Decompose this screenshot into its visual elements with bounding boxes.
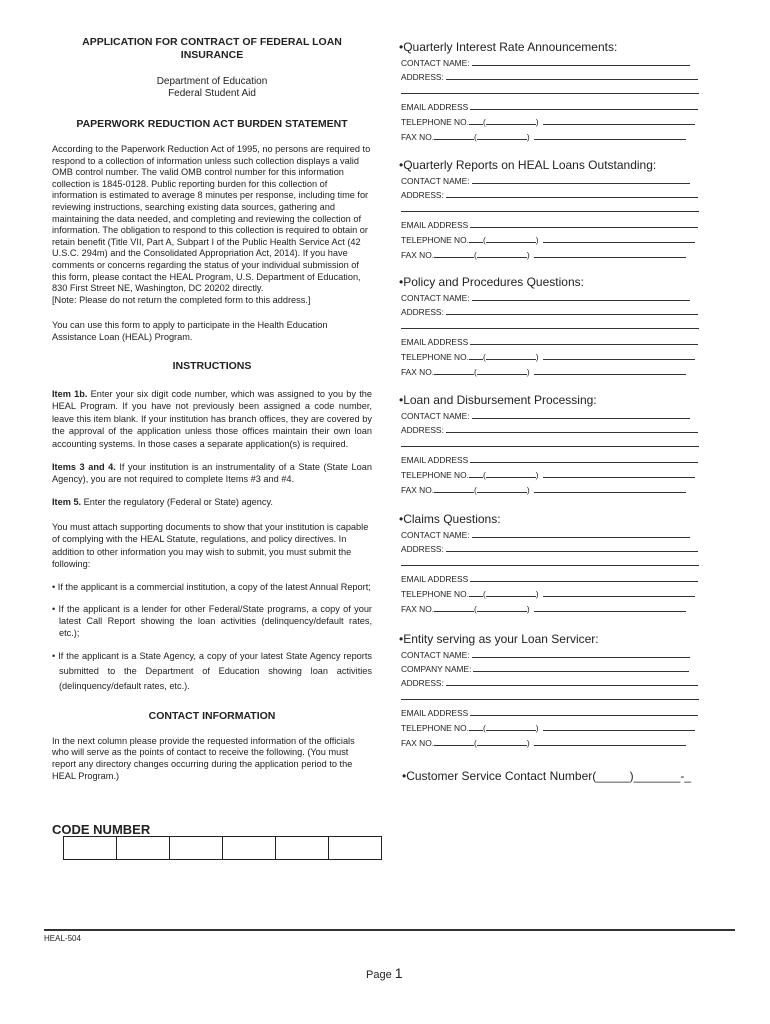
company-name-field-label: COMPANY NAME:	[401, 664, 472, 674]
telephone-field[interactable]	[401, 351, 695, 362]
email-field-line[interactable]	[470, 336, 698, 345]
fax-prefix-line[interactable]	[434, 131, 474, 140]
address-field-line[interactable]	[446, 306, 698, 315]
address-line-2[interactable]	[401, 211, 699, 212]
address-line-2[interactable]	[401, 699, 699, 700]
contact-section	[399, 40, 709, 150]
section-title: •Quarterly Reports on HEAL Loans Outstanding:	[399, 158, 657, 172]
contact-section	[399, 632, 709, 748]
contact-name-field-label: CONTACT NAME:	[401, 530, 470, 540]
telephone-field-label: TELEPHONE NO.	[401, 235, 469, 245]
address-field-line[interactable]	[446, 189, 698, 198]
contact-name-field-label: CONTACT NAME:	[401, 650, 470, 660]
paren-close: )	[535, 352, 539, 362]
paren-close: )	[535, 235, 539, 245]
address-field-label: ADDRESS:	[401, 425, 444, 435]
fax-field-label: FAX NO.	[401, 250, 435, 260]
email-field[interactable]	[401, 454, 698, 465]
bullet-state-agency: • If the applicant is a State Agency, a copy of your latest State Agency reports submitted to the Department of Education showing loan activities (delinquency/default rates, etc.).	[52, 650, 372, 691]
paren-close: )	[535, 589, 539, 599]
code-digit-5[interactable]	[276, 837, 329, 859]
title-line-1: APPLICATION FOR CONTRACT OF FEDERAL LOAN	[82, 36, 342, 48]
telephone-field[interactable]	[401, 722, 695, 733]
area-code-input[interactable]	[486, 351, 536, 360]
item-3-4	[52, 462, 372, 485]
fax-field[interactable]	[401, 484, 686, 495]
fax-prefix-line[interactable]	[434, 366, 474, 375]
area-code-line[interactable]	[469, 116, 483, 125]
address-field-line[interactable]	[446, 424, 698, 433]
contact-name-field[interactable]	[401, 57, 690, 68]
contact-name-field-line[interactable]	[472, 292, 690, 301]
telephone-field[interactable]	[401, 234, 695, 245]
email-field[interactable]	[401, 573, 698, 584]
address-field-line[interactable]	[446, 71, 698, 80]
fax-field-label: FAX NO.	[401, 132, 435, 142]
address-line-2[interactable]	[401, 446, 699, 447]
page-number-value: 1	[394, 965, 403, 981]
address-field-label: ADDRESS:	[401, 72, 444, 82]
email-field-label: EMAIL ADDRESS	[401, 337, 469, 347]
item-3-4-text: If your institution is an instrumentality of a State (State Loan Agency), you are not required to complete Items #3 and #4.	[52, 462, 372, 484]
paren-open: (	[474, 604, 477, 614]
email-field-label: EMAIL ADDRESS	[401, 708, 469, 718]
area-code-input[interactable]	[486, 469, 536, 478]
paren-close: )	[526, 132, 530, 142]
item-5-label: Item 5.	[52, 497, 82, 508]
contact-section	[399, 158, 709, 268]
code-digit-6[interactable]	[329, 837, 381, 859]
customer-service-number[interactable]: •Customer Service Contact Number(_____)_______-_	[402, 769, 692, 783]
paren-close: )	[526, 738, 530, 748]
address-field[interactable]	[401, 189, 698, 200]
bullet-annual-report: • If the applicant is a commercial institution, a copy of the latest Annual Report;	[52, 581, 371, 592]
email-field[interactable]	[401, 101, 698, 112]
fax-area-code-input[interactable]	[477, 737, 527, 746]
fax-field-label: FAX NO.	[401, 367, 435, 377]
contact-name-field-label: CONTACT NAME:	[401, 58, 470, 68]
telephone-field[interactable]	[401, 469, 695, 480]
fax-number-line[interactable]	[534, 131, 686, 140]
fax-field-label: FAX NO.	[401, 604, 435, 614]
form-title	[52, 36, 372, 62]
contact-name-field[interactable]	[401, 529, 690, 540]
contact-name-field-label: CONTACT NAME:	[401, 176, 470, 186]
email-field[interactable]	[401, 336, 698, 347]
area-code-line[interactable]	[469, 351, 483, 360]
address-field-line[interactable]	[446, 677, 698, 686]
telephone-field-label: TELEPHONE NO.	[401, 470, 469, 480]
paren-close: )	[526, 485, 530, 495]
contact-name-field-line[interactable]	[472, 57, 690, 66]
area-code-input[interactable]	[486, 588, 536, 597]
email-field-line[interactable]	[470, 707, 698, 716]
area-code-input[interactable]	[486, 116, 536, 125]
code-digit-1[interactable]	[64, 837, 117, 859]
paren-open: (	[474, 250, 477, 260]
fax-field[interactable]	[401, 249, 686, 260]
fax-number-line[interactable]	[534, 366, 686, 375]
area-code-line[interactable]	[469, 469, 483, 478]
address-field[interactable]	[401, 543, 698, 554]
footer-rule	[44, 929, 735, 931]
paren-close: )	[526, 367, 530, 377]
company-name-field-line[interactable]	[473, 663, 689, 672]
email-field[interactable]	[401, 219, 698, 230]
paren-open: (	[474, 485, 477, 495]
paren-open: (	[482, 235, 486, 245]
section-title: •Entity serving as your Loan Servicer:	[399, 632, 599, 646]
email-field[interactable]	[401, 707, 698, 718]
address-field[interactable]	[401, 424, 698, 435]
item-1b-label: Item 1b.	[52, 388, 88, 399]
department-name: Department of Education	[156, 76, 268, 87]
telephone-field-label: TELEPHONE NO.	[401, 723, 469, 733]
instructions-heading: INSTRUCTIONS	[172, 359, 252, 372]
bullet-call-report: • If the applicant is a lender for other Federal/State programs, a copy of your latest Call Report showing the loan activities (delinquency/default rates, etc.);	[52, 603, 372, 638]
company-name-field[interactable]	[401, 663, 689, 674]
address-field-label: ADDRESS:	[401, 190, 444, 200]
number-line[interactable]	[543, 351, 695, 360]
fax-number-line[interactable]	[534, 484, 686, 493]
paren-open: (	[474, 738, 477, 748]
burden-statement	[52, 144, 372, 306]
contact-name-field[interactable]	[401, 175, 690, 186]
section-title: •Loan and Disbursement Processing:	[399, 393, 597, 407]
number-line[interactable]	[543, 234, 695, 243]
paren-close: )	[526, 604, 530, 614]
department	[52, 76, 372, 100]
email-field-label: EMAIL ADDRESS	[401, 455, 469, 465]
burden-note: [Note: Please do not return the completed form to this address.]	[52, 294, 311, 305]
email-field-label: EMAIL ADDRESS	[401, 220, 469, 230]
fax-field[interactable]	[401, 366, 686, 377]
contact-name-field-label: CONTACT NAME:	[401, 293, 470, 303]
area-code-line[interactable]	[469, 234, 483, 243]
burden-heading: PAPERWORK REDUCTION ACT BURDEN STATEMENT	[76, 118, 348, 130]
address-field-label: ADDRESS:	[401, 678, 444, 688]
paren-open: (	[474, 132, 477, 142]
contact-name-field[interactable]	[401, 410, 690, 421]
contact-section	[399, 275, 709, 385]
fax-field[interactable]	[401, 131, 686, 142]
item-5	[52, 497, 372, 509]
address-field-label: ADDRESS:	[401, 544, 444, 554]
area-code-input[interactable]	[486, 234, 536, 243]
paren-open: (	[474, 367, 477, 377]
form-id: HEAL-504	[44, 934, 81, 943]
code-digit-3[interactable]	[170, 837, 223, 859]
contact-name-field-line[interactable]	[472, 649, 690, 658]
fax-area-code-input[interactable]	[477, 249, 527, 258]
email-field-line[interactable]	[470, 573, 698, 582]
paren-open: (	[482, 589, 486, 599]
fax-area-code-input[interactable]	[477, 484, 527, 493]
email-field-line[interactable]	[470, 101, 698, 110]
number-line[interactable]	[543, 722, 695, 731]
fax-area-code-input[interactable]	[477, 603, 527, 612]
contact-name-field-line[interactable]	[472, 410, 690, 419]
item-1b	[52, 388, 372, 451]
telephone-field[interactable]	[401, 588, 695, 599]
fax-field[interactable]	[401, 603, 686, 614]
paren-close: )	[535, 470, 539, 480]
paren-close: )	[535, 723, 539, 733]
telephone-field[interactable]	[401, 116, 695, 127]
page-number	[366, 965, 403, 981]
contact-name-field-line[interactable]	[472, 175, 690, 184]
fax-prefix-line[interactable]	[434, 737, 474, 746]
address-field-label: ADDRESS:	[401, 307, 444, 317]
code-number-grid	[63, 836, 382, 860]
paren-open: (	[482, 117, 486, 127]
fax-area-code-input[interactable]	[477, 366, 527, 375]
code-digit-2[interactable]	[117, 837, 170, 859]
page-label: Page	[366, 969, 395, 981]
paren-open: (	[482, 723, 486, 733]
telephone-field-label: TELEPHONE NO.	[401, 352, 469, 362]
address-field-line[interactable]	[446, 543, 698, 552]
number-line[interactable]	[543, 116, 695, 125]
contact-name-field-line[interactable]	[472, 529, 690, 538]
address-field[interactable]	[401, 677, 698, 688]
code-number-label: CODE NUMBER	[52, 822, 151, 837]
number-line[interactable]	[543, 469, 695, 478]
telephone-field-label: TELEPHONE NO.	[401, 117, 469, 127]
contact-section	[399, 512, 709, 622]
telephone-field-label: TELEPHONE NO.	[401, 589, 469, 599]
fax-field-label: FAX NO.	[401, 738, 435, 748]
email-field-label: EMAIL ADDRESS	[401, 102, 469, 112]
paren-close: )	[535, 117, 539, 127]
paren-open: (	[482, 470, 486, 480]
area-code-line[interactable]	[469, 588, 483, 597]
email-field-line[interactable]	[470, 219, 698, 228]
fax-prefix-line[interactable]	[434, 249, 474, 258]
agency-name: Federal Student Aid	[168, 88, 256, 99]
area-code-line[interactable]	[469, 722, 483, 731]
address-line-2[interactable]	[401, 93, 699, 94]
address-field[interactable]	[401, 71, 698, 82]
fax-area-code-input[interactable]	[477, 131, 527, 140]
attach-text: You must attach supporting documents to show that your institution is capable of complying with the HEAL Statute, regulations, and policy directives. In addition to other information you may wish to submit, you must submit the following:	[52, 521, 369, 570]
item-5-text: Enter the regulatory (Federal or State) agency.	[81, 497, 273, 508]
fax-number-line[interactable]	[534, 603, 686, 612]
code-digit-4[interactable]	[223, 837, 276, 859]
burden-text: According to the Paperwork Reduction Act of 1995, no persons are required to respond to a collection of information unless such collection displays a valid OMB control number. The valid OMB control number for this information collection is 1845-0128. Public reporting burden for this collection of information is estimated to average 8 minutes per response, including time for reviewing instructions, searching existing data sources, gathering and maintaining the data needed, and completing and reviewing the collection of information. The obligation to respond to this collection is required to obtain or retain benefit (Title VII, Part A, Subpart I of the Public Health Service Act (42 U.S.C. 294m) and the Consolidated Appropriation Act, 2014). If you have comments or concerns regarding the status of your individual submission of this form, please contact the HEAL Program, U.S. Department of Education, 830 First Street NE, Washington, DC 20202 directly.	[52, 144, 371, 294]
section-title: •Quarterly Interest Rate Announcements:	[399, 40, 618, 54]
address-field[interactable]	[401, 306, 698, 317]
section-title: •Policy and Procedures Questions:	[399, 275, 584, 289]
fax-field[interactable]	[401, 737, 686, 748]
usage-text: You can use this form to apply to participate in the Health Education Assistance Loan (HEAL) Program.	[52, 320, 328, 342]
contact-heading: CONTACT INFORMATION	[148, 709, 276, 722]
contact-name-field[interactable]	[401, 292, 690, 303]
address-line-2[interactable]	[401, 565, 699, 566]
contact-text: In the next column please provide the requested information of the officials who will serve as the points of contact to receive the following. (You must report any directory changes occurring during the application period to the HEAL Program.)	[52, 735, 355, 781]
number-line[interactable]	[543, 588, 695, 597]
fax-number-line[interactable]	[534, 249, 686, 258]
item-3-4-label: Items 3 and 4.	[52, 462, 116, 472]
paren-open: (	[482, 352, 486, 362]
address-line-2[interactable]	[401, 328, 699, 329]
section-title: •Claims Questions:	[399, 512, 501, 526]
fax-field-label: FAX NO.	[401, 485, 435, 495]
fax-prefix-line[interactable]	[434, 484, 474, 493]
left-column	[52, 36, 372, 782]
contact-name-field[interactable]	[401, 649, 690, 660]
fax-prefix-line[interactable]	[434, 603, 474, 612]
email-field-line[interactable]	[470, 454, 698, 463]
fax-number-line[interactable]	[534, 737, 686, 746]
paren-close: )	[526, 250, 530, 260]
title-line-2: INSURANCE	[180, 49, 244, 61]
contact-section	[399, 393, 709, 503]
item-1b-text: Enter your six digit code number, which was assigned to you by the HEAL Program. If you have not previously been assigned a code number, leave this item blank. If your institution has branch offices, they are covered by the approval of the application unless those offices maintain their own loan accounting systems. In those cases a separate application(s) is required.	[52, 388, 373, 449]
email-field-label: EMAIL ADDRESS	[401, 574, 469, 584]
contact-name-field-label: CONTACT NAME:	[401, 411, 470, 421]
area-code-input[interactable]	[486, 722, 536, 731]
